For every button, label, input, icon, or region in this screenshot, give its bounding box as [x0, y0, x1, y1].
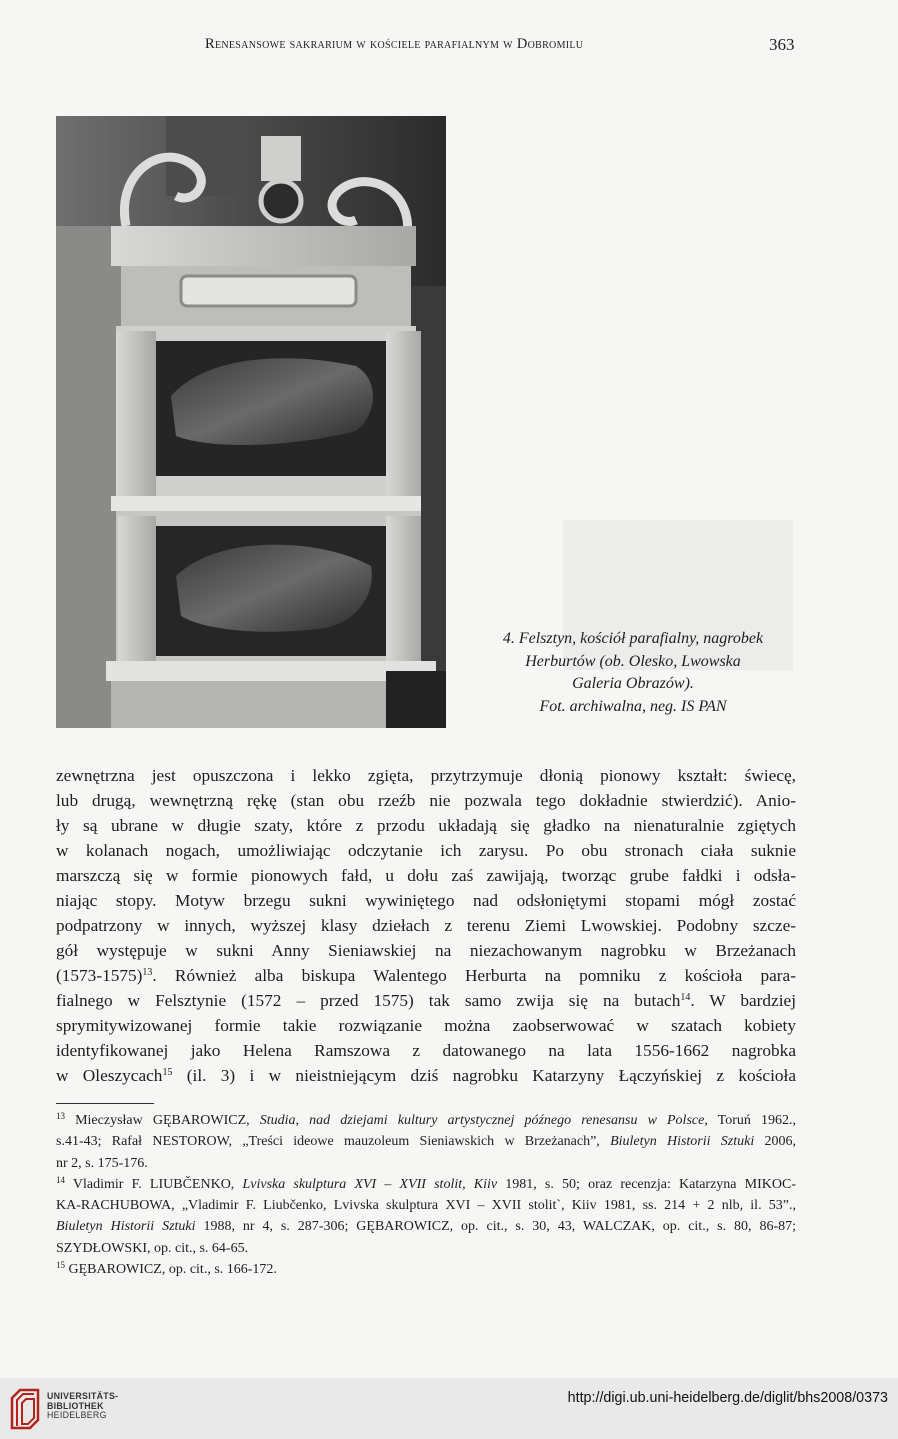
figure-caption: [468, 628, 798, 718]
footnote-number: 15: [56, 1260, 65, 1271]
body-line: niając stopy. Motyw brzegu sukni wywiniętego nad odsłoniętymi stopami mógł zostać: [56, 891, 796, 910]
footnote-line: nr 2, s. 175-176.: [56, 1155, 148, 1171]
footnote-number: 14: [56, 1174, 65, 1185]
running-title: Renesansowe sakrarium w kościele parafialnym w Dobromilu: [205, 36, 584, 52]
body-line: (1573-1575)$^{13}$. Również alba biskupa Walentego Herburta na pomniku z kościoła para-: [56, 966, 796, 985]
ub-heidelberg-logo-icon[interactable]: [10, 1386, 40, 1430]
body-line: marszczą się w formie pionowych fałd, u dołu zaś zawijają, tworząc grube fałdki i odsła-: [56, 866, 796, 885]
footnotes: [56, 1110, 796, 1280]
footnote-line: s.41-43; Rafał NESTOROW, „Treści ideowe mauzoleum Sieniawskich w Brzeżanach”, Biuletyn Historii Sztuki 2006,: [56, 1134, 796, 1150]
page-number: 363: [769, 35, 795, 54]
body-line: lub drugą, wewnętrzną rękę (stan obu rzeźb nie pozwala tego dokładnie stwierdzić). Anio-: [56, 791, 796, 810]
footnote-line: Biuletyn Historii Sztuki 1988, nr 4, s. 287-306; GĘBAROWICZ, op. cit., s. 30, 43, WALCZAK, op. cit., s. 80, 86-87;: [56, 1219, 797, 1235]
body-line: w Oleszycach$^{15}$ (il. 3) i w nieistniejącym dziś nagrobku Katarzyny Łączyńskiej z kościoła: [56, 1066, 796, 1085]
body-line: sprymitywizowanej formie takie rozwiązanie można zaobserwować w szatach kobiety: [56, 1016, 796, 1035]
caption-line: Herburtów (ob. Olesko, Lwowska: [525, 652, 741, 670]
body-line: podpatrzony w innych, wyższej klasy dziełach z terenu Ziemi Lwowskiej. Podobny szcze-: [56, 916, 796, 935]
footnote-number: 13: [56, 1111, 65, 1121]
body-line: zewnętrzna jest opuszczona i lekko zgięta, przytrzymuje dłonią pionowy kształt: świecę,: [56, 766, 796, 785]
caption-line: Galeria Obrazów).: [572, 675, 694, 692]
caption-line: Fot. archiwalna, neg. IS PAN: [539, 697, 727, 715]
footnote-divider: [56, 1103, 154, 1104]
footnote-line: $^{15}$ GĘBAROWICZ, op. cit., s. 166-172.: [56, 1260, 277, 1278]
body-line: w kolanach nogach, umożliwiając odczytanie ich zarysu. Po obu stronach ciała suknie: [56, 841, 796, 860]
permalink-url[interactable]: http://digi.ub.uni-heidelberg.de/diglit/bhs2008/0373: [567, 1390, 888, 1406]
viewer-footer: [0, 1378, 898, 1439]
footnote-ref[interactable]: 14: [680, 992, 691, 1003]
footnote-line: $^{13}$ Mieczysław GĘBAROWICZ, Studia, nad dziejami kultury artystycznej późnego renesansu w Polsce, Toruń 1962.,: [56, 1111, 796, 1128]
body-line: identyfikowanej jako Helena Ramszowa z datowanego na lata 1556-1662 nagrobka: [56, 1041, 796, 1060]
body-text: [56, 763, 796, 1088]
caption-line: 4. Felsztyn, kościół parafialny, nagrobek: [502, 630, 764, 647]
body-line: gół występuje w sukni Anny Sieniawskiej na niezachowanym nagrobku w Brzeżanach: [56, 941, 796, 960]
footnote-line: $^{14}$ Vladimir F. LIUBČENKO, Lvivska skulptura XVI – XVII stolit, Kiiv 1981, s. 50; oraz recenzja: Katarzyna MIKOC-: [56, 1174, 796, 1192]
footnote-line: SZYDŁOWSKI, op. cit., s. 64-65.: [56, 1240, 249, 1256]
footnote-ref[interactable]: 13: [142, 967, 153, 978]
body-line: ły są ubrane w długie szaty, które z przodu układają się gładko na nienaturalnie zgiętych: [56, 816, 796, 835]
tomb-monument-photo: [56, 116, 446, 728]
footnote-ref[interactable]: 15: [162, 1067, 173, 1078]
footnote-line: KA-RACHUBOWA, „Vladimir F. Liubčenko, Lvivska skulptura XVI – XVII stolit`, Kiiv 1981, ss. 214 + 2 nlb, il. 53”.,: [56, 1198, 796, 1214]
body-line: fialnego w Felsztynie (1572 – przed 1575) tak samo zwija się na butach$^{14}$. W bardziej: [56, 991, 796, 1010]
library-name: UNIVERSITÄTS- BIBLIOTHEK HEIDELBERG: [47, 1391, 119, 1420]
